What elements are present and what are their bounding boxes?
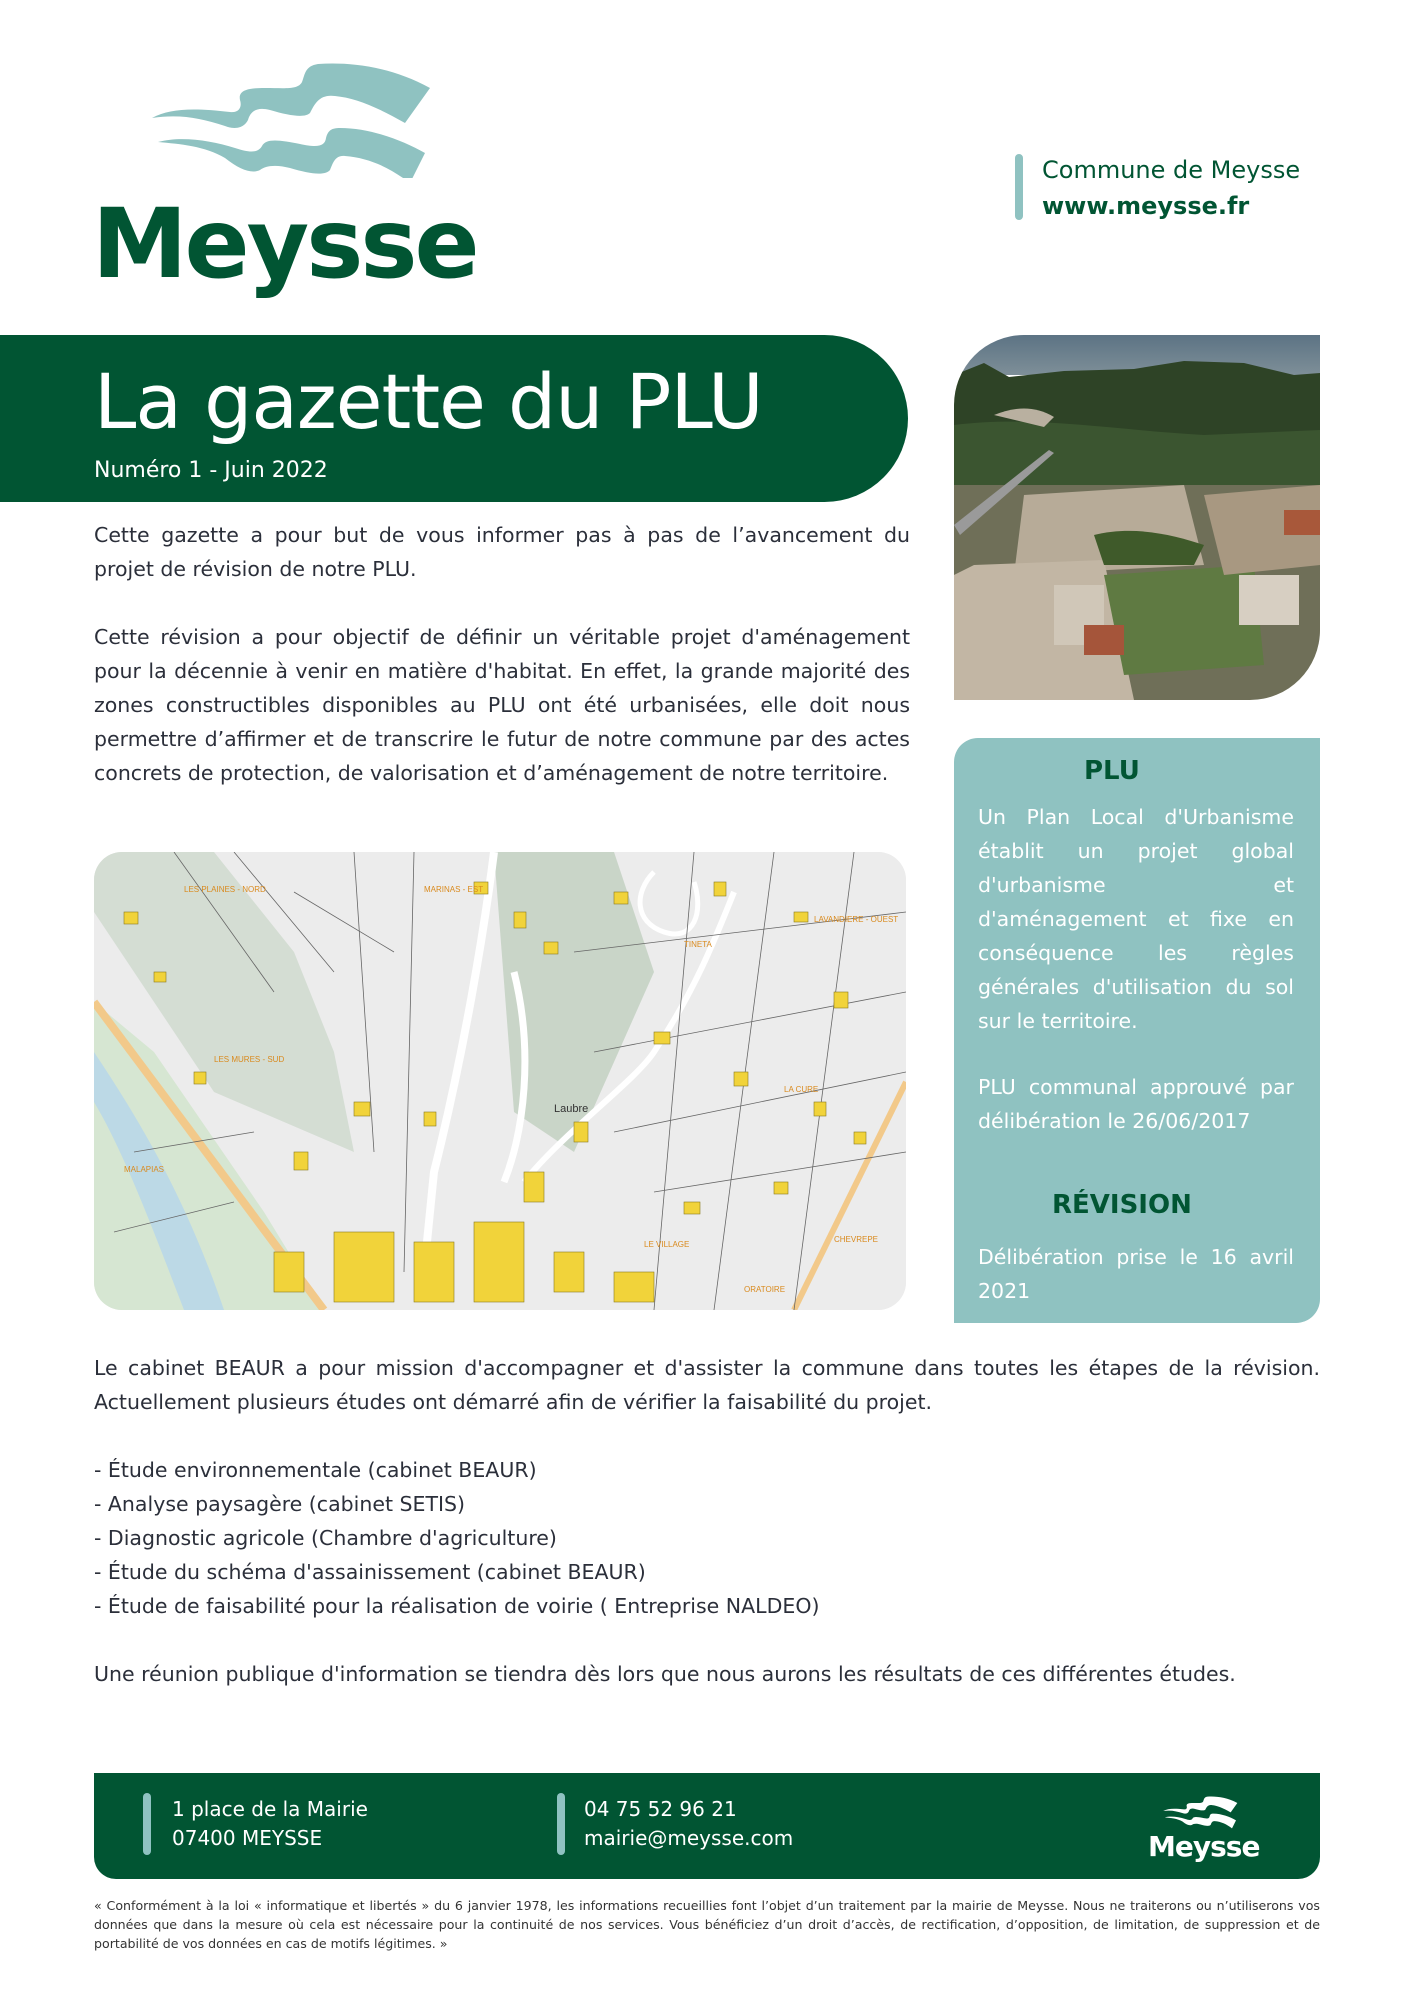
revision-heading: RÉVISION	[1052, 1190, 1192, 1220]
village-aerial-photo	[954, 335, 1320, 700]
intro-paragraph-1: Cette gazette a pour but de vous informer pas à pas de l’avancement du projet de révision de notre PLU.	[94, 523, 910, 581]
study-item: - Étude de faisabilité pour la réalisation de voirie ( Entreprise NALDEO)	[94, 1594, 820, 1618]
study-item: - Diagnostic agricole (Chambre d'agriculture)	[94, 1526, 557, 1550]
map-label: LAVANDIERE - OUEST	[814, 915, 899, 924]
gdpr-notice: « Conformément à la loi « informatique et libertés » du 6 janvier 1978, les informations recueillies font l’objet d’un traitement par la mairie de Meysse. Nous ne traiterons ou n’utiliserons vos données que dans la mesure où cela est nécessaire pour la continuité de nos services. Vous bénéficiez d’un droit d’accès, de rectification, d’opposition, de limitation, de suppression et de portabilité de vos données en cas de motifs légitimes. »	[94, 1898, 1320, 1951]
map-label: LE VILLAGE	[644, 1240, 690, 1249]
map-label: LES PLAINES - NORD	[184, 885, 266, 894]
footer-accent-bar	[143, 1793, 151, 1855]
meysse-logo-wordmark: Meysse	[92, 188, 477, 300]
map-label: LES MURES - SUD	[214, 1055, 285, 1064]
cadastral-map	[94, 852, 906, 1310]
address-line-1: 1 place de la Mairie	[172, 1797, 368, 1821]
study-item: - Analyse paysagère (cabinet SETIS)	[94, 1492, 466, 1516]
map-label: Laubre	[554, 1103, 589, 1115]
website-link[interactable]: www.meysse.fr	[1042, 192, 1250, 220]
body-paragraph-2: Une réunion publique d'information se tiendra dès lors que nous aurons les résultats de ces différentes études.	[94, 1662, 1236, 1686]
commune-name: Commune de Meysse	[1042, 156, 1301, 184]
map-label: CHEVREPE	[834, 1235, 879, 1244]
footer-contact	[584, 1795, 793, 1853]
footer-accent-bar	[557, 1793, 565, 1855]
footer-address	[172, 1795, 368, 1853]
body-paragraph-1: Le cabinet BEAUR a pour mission d'accompagner et d'assister la commune dans toutes les étapes de la révision. Actuellement plusieurs études ont démarré afin de vérifier la faisabilité du projet.	[94, 1356, 1320, 1414]
footer-logo-wordmark: Meysse	[1148, 1830, 1260, 1863]
phone-number[interactable]: 04 75 52 96 21	[584, 1797, 737, 1821]
address-line-2: 07400 MEYSSE	[172, 1826, 323, 1850]
plu-approval: PLU communal approuvé par délibération le 26/06/2017	[978, 1075, 1294, 1133]
plu-definition: Un Plan Local d'Urbanisme établit un projet global d'urbanisme et d'aménagement et fixe en conséquence les règles générales d'utilisation du sol sur le territoire.	[978, 805, 1294, 1033]
issue-subtitle: Numéro 1 - Juin 2022	[94, 458, 328, 483]
intro-paragraph-2: Cette révision a pour objectif de définir un véritable projet d'aménagement pour la décennie à venir en matière d'habitat. En effet, la grande majorité des zones constructibles disponibles au PLU ont été urbanisées, elle doit nous permettre d’affirmer et de transcrire le futur de notre commune par des actes concrets de protection, de valorisation et d’aménagement de notre territoire.	[94, 625, 910, 785]
map-label: MALAPIAS	[124, 1165, 165, 1174]
map-label: TINETA	[684, 940, 712, 949]
plu-heading: PLU	[1084, 756, 1140, 786]
meysse-logo-wave-icon	[140, 58, 440, 178]
study-item: - Étude environnementale (cabinet BEAUR)	[94, 1458, 537, 1482]
revision-date: Délibération prise le 16 avril 2021	[978, 1245, 1294, 1303]
map-label: MARINAS - EST	[424, 885, 484, 894]
footer-logo-wave-icon	[1160, 1793, 1240, 1829]
page-title: La gazette du PLU	[94, 357, 763, 446]
study-item: - Étude du schéma d'assainissement (cabinet BEAUR)	[94, 1560, 646, 1584]
map-label: LA CURE	[784, 1085, 819, 1094]
map-label: ORATOIRE	[744, 1285, 786, 1294]
header-accent-bar	[1015, 154, 1023, 220]
email-link[interactable]: mairie@meysse.com	[584, 1826, 794, 1850]
studies-list	[94, 1453, 819, 1623]
